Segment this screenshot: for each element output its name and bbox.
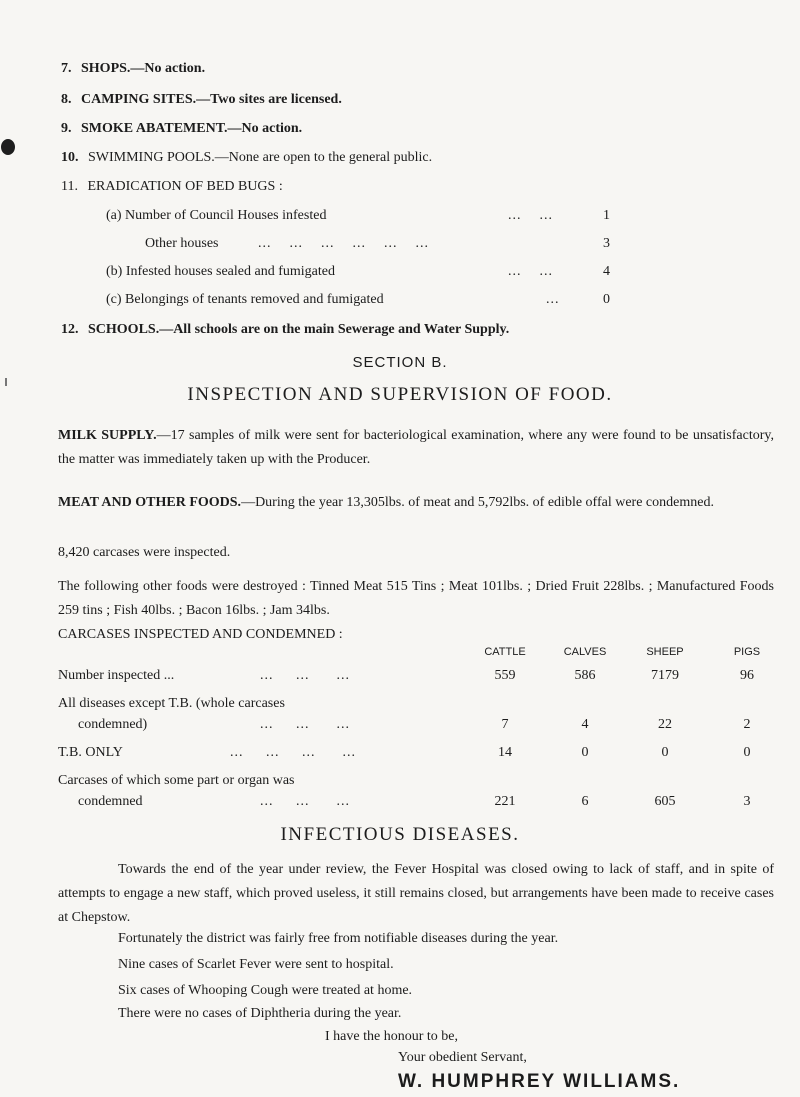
meat-paragraph (58, 491, 774, 515)
other-foods-paragraph: The following other foods were destroyed : Tinned Meat 515 Tins ; Meat 101lbs. ; Dried Fruit 228lbs. ; Manufactured Foods 259 tins ; Fish 40lbs. ; Bacon 16lbs. ; Jam 34lbs. (58, 579, 774, 618)
carcase-table-title: CARCASES INSPECTED AND CONDEMNED : (58, 627, 343, 642)
leader-dots: ... ... ... (260, 668, 350, 683)
item-text: SHOPS.—No action. (81, 61, 206, 76)
table-cell: 2 (743, 717, 751, 732)
item-text: ERADICATION OF BED BUGS : (87, 179, 283, 194)
infectious-paragraph: Nine cases of Scarlet Fever were sent to hospital. (118, 957, 394, 972)
table-cell: 3 (743, 794, 751, 809)
leader-dots: ... ... ... (260, 794, 350, 809)
table-cell: 586 (574, 668, 596, 683)
item-number: 8. (61, 92, 72, 107)
item-text: SMOKE ABATEMENT.—No action. (81, 121, 303, 136)
item-number: 9. (61, 121, 72, 136)
item-number: 7. (61, 61, 72, 76)
table-cell: 221 (494, 794, 516, 809)
table-row-label-continued: condemned) (78, 717, 148, 732)
table-cell: 7 (501, 717, 509, 732)
item-9 (61, 121, 302, 137)
infectious-title: INFECTIOUS DISEASES. (280, 824, 520, 845)
infectious-paragraph: Fortunately the district was fairly free from notifiable diseases during the year. (118, 931, 559, 946)
table-row-label: T.B. ONLY (58, 745, 123, 760)
table-cell: 0 (743, 745, 751, 760)
table-cell: 0 (661, 745, 669, 760)
milk-text: —17 samples of milk were sent for bacteriological examination, where any were found to be unsatisfactory, the matter was immediately taken up with the Producer. (58, 428, 774, 467)
table-cell: 4 (581, 717, 589, 732)
leader-dots: ... ... ... (260, 717, 350, 732)
table-row-label-continued: condemned (78, 794, 143, 809)
item-12 (61, 322, 509, 338)
item-number: 10. (61, 150, 79, 165)
leader-dots: ... ... ... ... ... ... (258, 236, 429, 251)
item-10 (61, 150, 432, 166)
bedbug-value-a: 1 (603, 208, 610, 223)
leader-dots: ... ... (508, 208, 553, 223)
table-cell: 96 (740, 668, 754, 683)
table-cell: 7179 (651, 668, 679, 683)
meat-text: —During the year 13,305lbs. of meat and 5,792lbs. of edible offal were condemned. (241, 495, 714, 510)
table-row-label: All diseases except T.B. (whole carcases (58, 696, 285, 711)
bedbug-label-b: (b) Infested houses sealed and fumigated (106, 264, 335, 279)
table-cell: 605 (654, 794, 676, 809)
column-header-cattle: CATTLE (484, 646, 526, 658)
item-text: SCHOOLS.—All schools are on the main Sewerage and Water Supply. (88, 322, 510, 337)
table-cell: 6 (581, 794, 589, 809)
milk-label: MILK SUPPLY. (58, 428, 157, 443)
column-header-sheep: SHEEP (646, 646, 684, 658)
infectious-paragraph: There were no cases of Diphtheria during the year. (118, 1006, 402, 1021)
column-header-calves: CALVES (563, 646, 607, 658)
table-cell: 14 (498, 745, 512, 760)
milk-paragraph (58, 424, 774, 472)
section-label: SECTION B. (352, 354, 448, 371)
item-8 (61, 92, 342, 108)
item-7 (61, 61, 205, 77)
column-header-pigs: PIGS (733, 646, 761, 658)
meat-label: MEAT AND OTHER FOODS. (58, 495, 242, 510)
leader-dots: ... ... (508, 264, 553, 279)
table-cell: 0 (581, 745, 589, 760)
item-number: 11. (61, 179, 78, 194)
item-number: 12. (61, 322, 79, 337)
bedbug-label-other: Other houses (145, 236, 219, 251)
table-cell: 559 (494, 668, 516, 683)
infectious-paragraph: Six cases of Whooping Cough were treated at home. (118, 983, 413, 998)
bedbug-label-c: (c) Belongings of tenants removed and fumigated (106, 292, 384, 307)
carcases-inspected: 8,420 carcases were inspected. (58, 545, 231, 560)
item-11 (61, 179, 283, 195)
punch-hole (1, 139, 15, 155)
table-row-label: Carcases of which some part or organ was (58, 773, 295, 788)
bedbug-value-c: 0 (603, 292, 610, 307)
leader-dots: ... ... ... ... (230, 745, 356, 760)
table-cell: 22 (658, 717, 672, 732)
closing-line: I have the honour to be, (325, 1029, 458, 1044)
valediction: Your obedient Servant, (398, 1050, 527, 1065)
bedbug-label-a: (a) Number of Council Houses infested (106, 208, 327, 223)
item-text: SWIMMING POOLS.—None are open to the general public. (88, 150, 433, 165)
bedbug-value-other: 3 (603, 236, 610, 251)
leader-dots: ... (546, 292, 560, 307)
bedbug-value-b: 4 (603, 264, 610, 279)
table-row-label: Number inspected ... (58, 668, 175, 683)
infectious-paragraph: Towards the end of the year under review, the Fever Hospital was closed owing to lack of staff, and in spite of attempts to engage a new staff, which proved useless, it still remains closed, but arrangements have been made to receive cases at Chepstow. (58, 862, 774, 925)
signature: W. HUMPHREY WILLIAMS. (398, 1071, 681, 1092)
section-title: INSPECTION AND SUPERVISION OF FOOD. (187, 384, 613, 405)
item-text: CAMPING SITES.—Two sites are licensed. (81, 92, 342, 107)
